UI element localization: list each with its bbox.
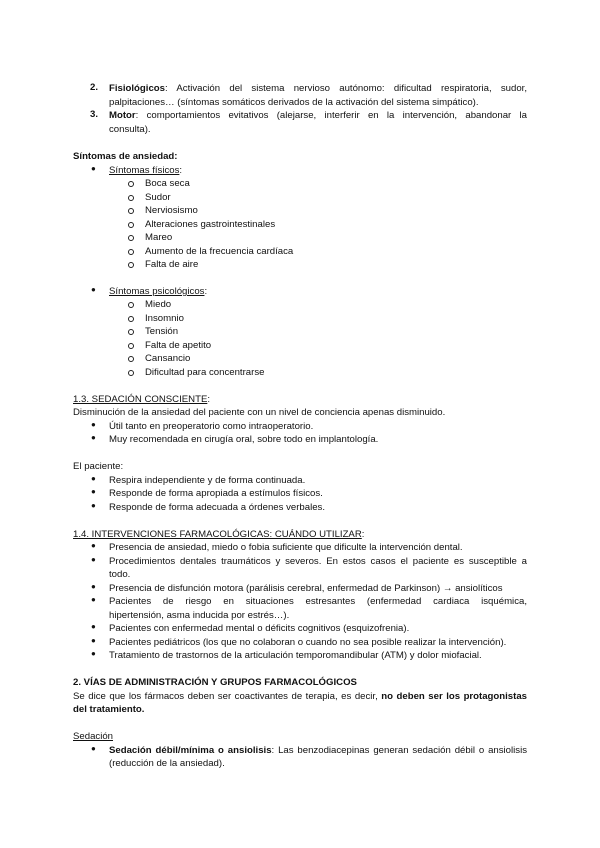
paragraph: Disminución de la ansiedad del paciente con un nivel de conciencia apenas disminuido. <box>73 407 446 418</box>
circle-bullet-icon <box>128 181 134 187</box>
section-heading-colon: : <box>361 529 365 540</box>
list-number: 2. <box>90 82 99 93</box>
paragraph-period: . <box>141 704 145 715</box>
paragraph-bold-text: del tratamiento <box>73 704 142 715</box>
list-item: Falta de apetito <box>145 340 212 351</box>
numbered-item-line: palpitaciones… (síntomas somáticos derivados de la activación del sistema simpático). <box>109 97 479 108</box>
circle-bullet-icon <box>128 195 134 201</box>
section-heading: Síntomas de ansiedad: <box>73 151 178 162</box>
list-item: Dificultad para concentrarse <box>145 367 265 378</box>
bullet-icon: ● <box>91 433 96 442</box>
list-item: Miedo <box>145 299 172 310</box>
subheading <box>109 285 207 298</box>
subheading: Sedación <box>73 731 114 742</box>
item-text: : Activación del sistema nervioso autónomo: dificultad respiratoria, sudor, <box>164 83 527 94</box>
bullet-icon: ● <box>91 164 96 173</box>
circle-bullet-icon <box>128 370 134 376</box>
section-heading <box>73 528 364 541</box>
item-text: : comportamientos evitativos (alejarse, interferir en la intervención, abandonar la <box>135 110 527 121</box>
circle-bullet-icon <box>128 316 134 322</box>
item-label: Motor <box>109 110 136 121</box>
list-item: Tratamiento de trastornos de la articulación temporomandibular (ATM) y dolor miofacial. <box>109 650 482 661</box>
list-item-text: : Las benzodiacepinas generan sedación débil o ansiolisis <box>271 745 527 756</box>
bullet-icon: ● <box>91 474 96 483</box>
bullet-icon: ● <box>91 622 96 631</box>
circle-bullet-icon <box>128 262 134 268</box>
numbered-item-line <box>109 82 527 95</box>
paragraph-bold-text: no deben ser los protagonistas <box>381 691 528 702</box>
numbered-item-line <box>109 109 527 122</box>
bullet-icon: ● <box>91 541 96 550</box>
list-item <box>109 744 527 757</box>
bullet-icon: ● <box>91 595 96 604</box>
subheading-label: Síntomas físicos <box>109 165 180 176</box>
circle-bullet-icon <box>128 356 134 362</box>
bullet-icon: ● <box>91 649 96 658</box>
circle-bullet-icon <box>128 208 134 214</box>
section-heading-label: 1.3. SEDACIÓN CONSCIENTE <box>73 394 208 405</box>
list-item: Aumento de la frecuencia cardíaca <box>145 246 294 257</box>
list-item-bold: Sedación débil/mínima o ansiolisis <box>109 745 272 756</box>
list-item: Presencia de disfunción motora (parálisis cerebral, enfermedad de Parkinson) → ansiolíticos <box>109 583 503 594</box>
list-item: Insomnio <box>145 313 184 324</box>
bullet-icon: ● <box>91 501 96 510</box>
list-number: 3. <box>90 109 99 120</box>
list-item: Mareo <box>145 232 173 243</box>
list-item: Procedimientos dentales traumáticos y severos. En estos casos el paciente es susceptible a <box>109 556 527 567</box>
section-heading-label: 1.4. INTERVENCIONES FARMACOLÓGICAS: CUÁNDO UTILIZAR <box>73 529 362 540</box>
paragraph-line <box>73 703 144 716</box>
bullet-icon: ● <box>91 555 96 564</box>
list-item: Presencia de ansiedad, miedo o fobia suficiente que dificulte la intervención dental. <box>109 542 463 553</box>
paragraph-text: Se dice que los fármacos deben ser coactivantes de terapia, es decir, <box>73 691 382 702</box>
bullet-icon: ● <box>91 420 96 429</box>
list-item: Muy recomendada en cirugía oral, sobre todo en implantología. <box>109 434 379 445</box>
bullet-icon: ● <box>91 582 96 591</box>
list-item-continuation: hipertensión, asma inducida por estrés…). <box>109 610 290 621</box>
bullet-icon: ● <box>91 744 96 753</box>
circle-bullet-icon <box>128 249 134 255</box>
list-item: Pacientes de riesgo en situaciones estresantes (enfermedad cardiaca isquémica, <box>109 596 527 607</box>
subheading-colon: : <box>204 286 208 297</box>
list-item: Pacientes con enfermedad mental o déficits cognitivos (esquizofrenia). <box>109 623 410 634</box>
circle-bullet-icon <box>128 302 134 308</box>
paragraph: El paciente: <box>73 461 124 472</box>
numbered-item-line: consulta). <box>109 124 151 135</box>
section-heading: 2. VÍAS DE ADMINISTRACIÓN Y GRUPOS FARMACOLÓGICOS <box>73 677 357 688</box>
subheading-colon: : <box>179 165 183 176</box>
list-item: Alteraciones gastrointestinales <box>145 219 276 230</box>
circle-bullet-icon <box>128 222 134 228</box>
subheading-label: Síntomas psicológicos <box>109 286 205 297</box>
list-item: Cansancio <box>145 353 191 364</box>
list-item: Responde de forma adecuada a órdenes verbales. <box>109 502 326 513</box>
list-item: Responde de forma apropiada a estímulos físicos. <box>109 488 323 499</box>
section-heading <box>73 393 210 406</box>
subheading <box>109 164 182 177</box>
circle-bullet-icon <box>128 329 134 335</box>
list-item: Útil tanto en preoperatorio como intraoperatorio. <box>109 421 314 432</box>
circle-bullet-icon <box>128 343 134 349</box>
list-item: Respira independiente y de forma continuada. <box>109 475 306 486</box>
list-item: Falta de aire <box>145 259 199 270</box>
bullet-icon: ● <box>91 636 96 645</box>
list-item: Nerviosismo <box>145 205 198 216</box>
list-item-continuation: (reducción de la ansiedad). <box>109 758 225 769</box>
list-item: Boca seca <box>145 178 190 189</box>
list-item: Pacientes pediátricos (los que no colaboran o cuando no sea posible realizar la intervención). <box>109 637 507 648</box>
paragraph-line <box>73 690 527 703</box>
list-item: Tensión <box>145 326 179 337</box>
bullet-icon: ● <box>91 285 96 294</box>
item-label: Fisiológicos <box>109 83 165 94</box>
list-item-continuation: todo. <box>109 569 131 580</box>
list-item: Sudor <box>145 192 171 203</box>
section-heading-colon: : <box>207 394 211 405</box>
circle-bullet-icon <box>128 235 134 241</box>
bullet-icon: ● <box>91 487 96 496</box>
